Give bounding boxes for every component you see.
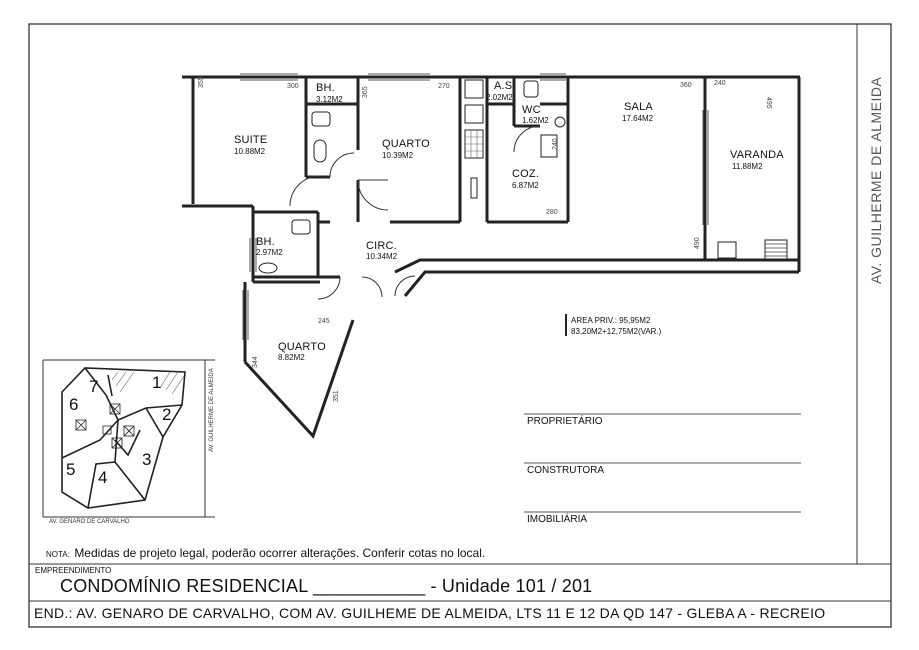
dim-suite-width: 300 [287,83,299,90]
dim-quarto2-right: 351 [333,390,340,402]
street-label-right: AV. GUILHERME DE ALMEIDA [868,76,884,284]
room-bh1-name: BH. [316,82,335,94]
key-unit-1: 1 [152,373,162,392]
signature-proprietario: PROPRIETÁRIO [527,416,603,427]
key-unit-5: 5 [66,460,76,479]
room-as-area: 2.02M2 [486,93,513,102]
nota-text: Medidas de projeto legal, poderão ocorrer alterações. Conferir cotas no local. [74,546,486,560]
stove-grid [465,130,483,158]
room-bh2-name: BH. [256,236,275,248]
room-wc-name: WC [522,104,541,116]
room-quarto2-name: QUARTO [278,341,326,353]
varanda-vent-grid [765,244,787,256]
room-sala-name: SALA [624,101,653,113]
room-coz-name: COZ. [512,168,540,180]
dim-sala-depth: 490 [694,237,701,249]
address-line: END.: AV. GENARO DE CARVALHO, COM AV. GUILHEME DE ALMEIDA, LTS 11 E 12 DA QD 147 - GLEBA A - RECREIO [34,605,826,621]
dim-sala-width: 360 [680,82,692,89]
room-quarto1-name: QUARTO [382,138,430,150]
key-plan-hatch [112,372,184,394]
area-private-breakdown: 83,20M2+12,75M2(VAR.) [571,327,662,336]
room-circ-name: CIRC. [366,240,397,252]
room-quarto1-area: 10.39M2 [382,151,414,160]
key-unit-4: 4 [98,468,108,487]
key-unit-7: 7 [89,377,99,396]
key-plan-frame [43,360,215,517]
dim-varanda-depth: 240 [714,80,726,87]
empreendimento-title: CONDOMÍNIO RESIDENCIAL ___________ - Unidade 101 / 201 [60,576,593,596]
room-varanda-name: VARANDA [730,149,784,161]
dim-coz-depth: 240 [552,138,559,150]
room-bh2-area: 2.97M2 [256,248,283,257]
room-varanda-area: 11.88M2 [732,162,763,171]
area-private-total: AREA PRIV.: 95,95M2 [571,316,651,325]
room-bh1-area: 3.12M2 [316,95,343,104]
room-sala-area: 17.64M2 [622,114,654,123]
dim-suite-depth: 355 [198,76,205,88]
dim-quarto1-width: 270 [438,83,450,90]
nota-block [46,544,485,562]
dim-quarto1-depth: 365 [362,86,369,98]
nota-tag: NOTA: [46,550,70,559]
room-quarto2-area: 8.82M2 [278,353,305,362]
key-street-side: AV. GUILHERME DE ALMEIDA [209,368,215,452]
key-unit-6: 6 [69,395,79,414]
dim-coz-width: 280 [546,209,558,216]
key-plan-cores [76,404,134,448]
key-unit-3: 3 [142,450,152,469]
dim-quarto2-left: 344 [252,356,259,368]
room-wc-area: 1.62M2 [522,116,549,125]
room-suite-name: SUITE [234,134,268,146]
signature-construtora: CONSTRUTORA [527,465,605,476]
room-circ-area: 10.34M2 [366,252,398,261]
signature-imobiliaria: IMOBILIÁRIA [527,514,588,525]
empreendimento-tag: EMPREENDIMENTO [35,566,112,575]
dim-varanda-width: 495 [765,97,772,109]
room-coz-area: 6.87M2 [512,181,539,190]
room-as-name: A.S [494,80,513,92]
room-suite-area: 10.88M2 [234,147,266,156]
key-unit-2: 2 [162,405,172,424]
dim-quarto2-width: 245 [318,318,330,325]
key-street-bottom: AV. GENARO DE CARVALHO [49,519,130,525]
